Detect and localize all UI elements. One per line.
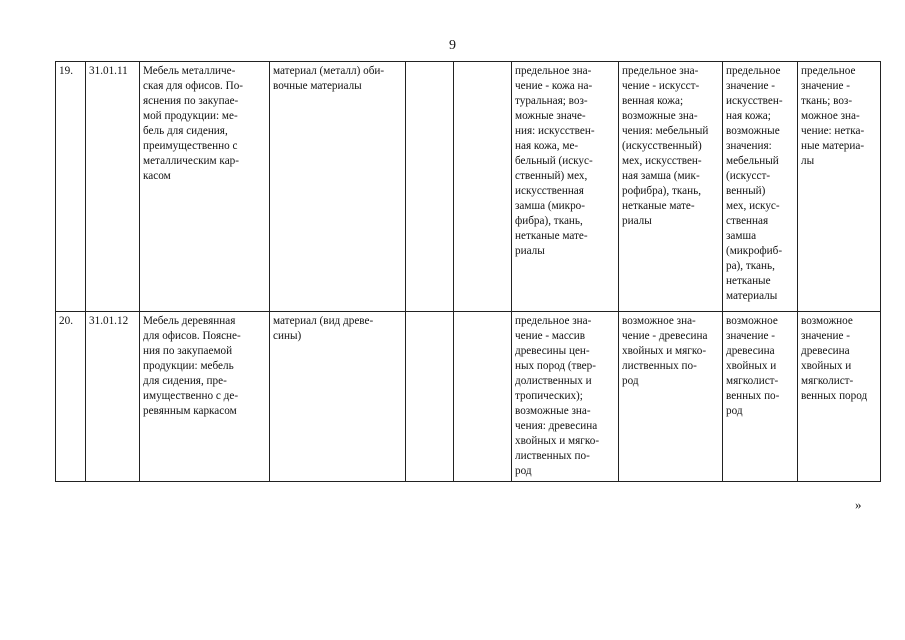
unit-cell	[406, 62, 454, 312]
row-number-cell: 19.	[56, 62, 86, 312]
row-number-cell: 20.	[56, 312, 86, 482]
product-name-cell: Мебель деревянная для офисов. Поясне- ния по закупаемой продукции: мебель для сидения, пре- имущественно с де- ревянным каркасом	[140, 312, 270, 482]
procurement-table	[55, 61, 881, 482]
value-cell-4: предельное значение - ткань; воз- можное зна- чение: нетка- ные материа- лы	[798, 62, 881, 312]
closing-quote-mark: »	[855, 497, 862, 512]
value-cell-1: предельное зна- чение - кожа на- туральная; воз- можные значе- ния: искусствен- ная кожа, ме- бельный (искус- ственный) мех, искусственная замша (микро- фибра), ткань, нетканые мате- риалы	[512, 62, 619, 312]
product-name-cell: Мебель металличе- ская для офисов. По- яснения по закупае- мой продукции: ме- бель для сидения, преимущественно с металлическим кар- касом	[140, 62, 270, 312]
empty-cell	[454, 312, 512, 482]
characteristic-cell: материал (вид древе- сины)	[270, 312, 406, 482]
okpd-code-cell: 31.01.12	[86, 312, 140, 482]
page-number: 9	[449, 38, 456, 53]
value-cell-4: возможное значение - древесина хвойных и мягколист- венных пород	[798, 312, 881, 482]
empty-cell	[454, 62, 512, 312]
value-cell-2: предельное зна- чение - искусст- венная кожа; возможные зна- чения: мебельный (искусственный) мех, искусствен- ная замша (мик- рофибра), ткань, нетканые мате- риалы	[619, 62, 723, 312]
value-cell-3: возможное значение - древесина хвойных и мягколист- венных по- род	[723, 312, 798, 482]
table-row	[56, 62, 881, 312]
table-row	[56, 312, 881, 482]
value-cell-3: предельное значение - искусствен- ная кожа; возможные значения: мебельный (искусст- венный) мех, искус- ственная замша (микрофиб- ра), ткань, нетканые материалы	[723, 62, 798, 312]
unit-cell	[406, 312, 454, 482]
value-cell-1: предельное зна- чение - массив древесины цен- ных пород (твер- долиственных и тропических); возможные зна- чения: древесина хвойных и мягко- лиственных по- род	[512, 312, 619, 482]
okpd-code-cell: 31.01.11	[86, 62, 140, 312]
value-cell-2: возможное зна- чение - древесина хвойных и мягко- лиственных по- род	[619, 312, 723, 482]
characteristic-cell: материал (металл) оби- вочные материалы	[270, 62, 406, 312]
